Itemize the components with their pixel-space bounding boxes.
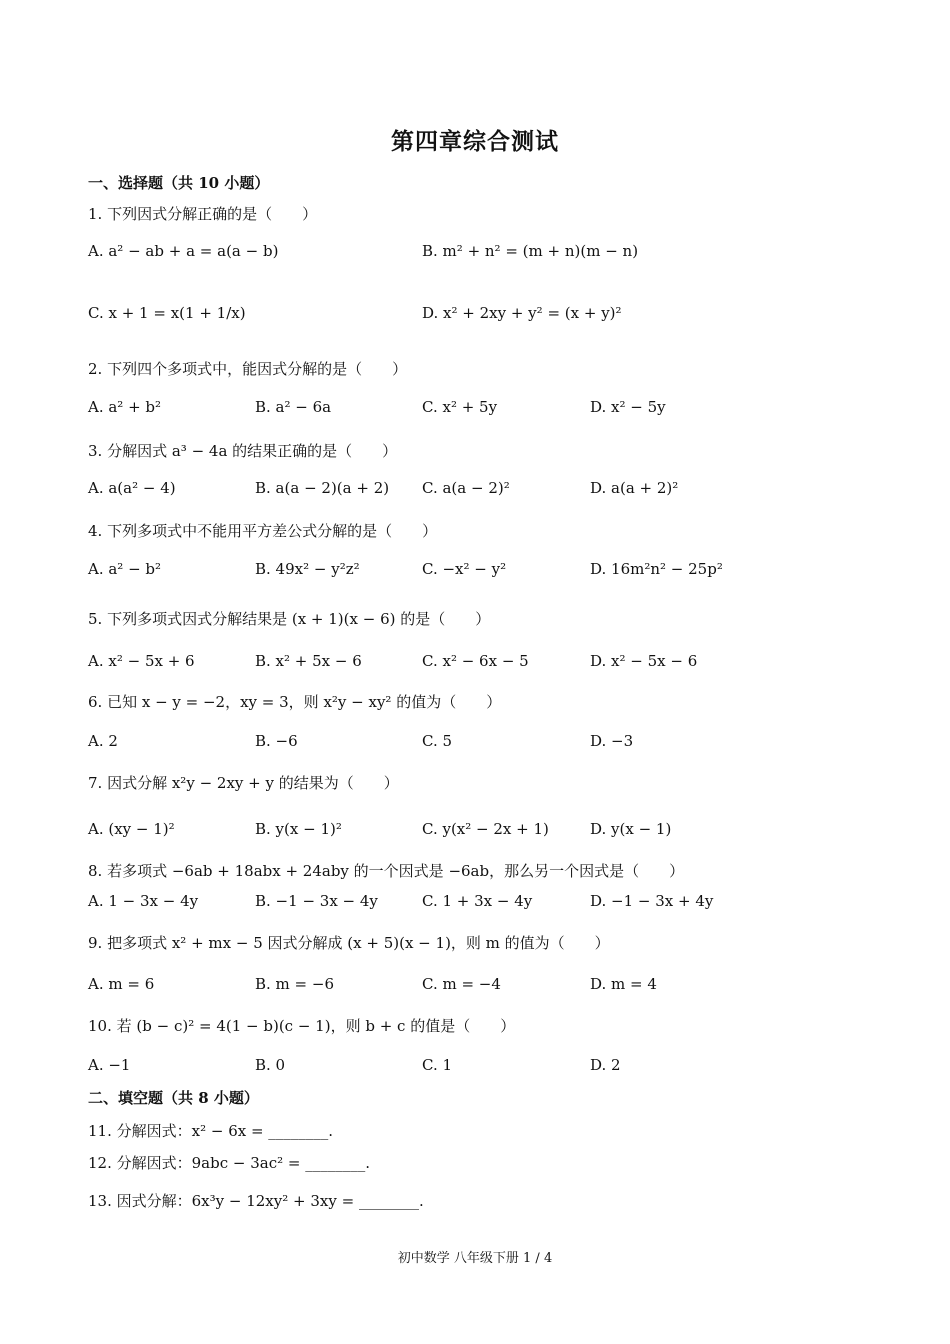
question-stem: 9. 把多项式 x² + mx − 5 因式分解成 (x + 5)(x − 1)，则 m 的值为（ ） [88, 934, 610, 952]
option-c: C. y(x² − 2x + 1) [422, 820, 549, 838]
page-footer: 初中数学 八年级下册 1 / 4 [397, 1251, 553, 1266]
option-b: B. m = −6 [255, 975, 334, 993]
option-c: C. x + 1 = x(1 + 1/x) [88, 304, 246, 322]
option-c: C. −x² − y² [422, 560, 507, 578]
option-c: C. a(a − 2)² [422, 479, 510, 497]
page-title: 第四章综合测试 [391, 128, 559, 155]
section-heading-fill: 二、填空题（共 8 小题） [88, 1089, 259, 1107]
option-d: D. a(a + 2)² [590, 479, 679, 497]
option-row [88, 398, 868, 426]
option-row [88, 242, 868, 270]
option-c: C. x² + 5y [422, 398, 498, 416]
question-stem: 10. 若 (b − c)² = 4(1 − b)(c − 1)，则 b + c 的值是（ ） [88, 1017, 516, 1035]
option-d: D. −1 − 3x + 4y [590, 892, 714, 910]
option-row [88, 892, 868, 920]
option-row [88, 1056, 868, 1084]
option-row [88, 560, 868, 588]
option-a: A. (xy − 1)² [88, 820, 175, 838]
question-stem: 1. 下列因式分解正确的是（ ） [88, 205, 318, 223]
option-d: D. y(x − 1) [590, 820, 672, 838]
option-row [88, 652, 868, 680]
option-a: A. −1 [88, 1056, 131, 1074]
question-stem: 2. 下列四个多项式中，能因式分解的是（ ） [88, 360, 408, 378]
question-stem: 7. 因式分解 x²y − 2xy + y 的结果为（ ） [88, 774, 399, 792]
option-d: D. −3 [590, 732, 634, 750]
option-b: B. x² + 5x − 6 [255, 652, 362, 670]
option-d: D. x² − 5y [590, 398, 666, 416]
option-d: D. 2 [590, 1056, 621, 1074]
option-c: C. 1 [422, 1056, 453, 1074]
option-row [88, 732, 868, 760]
fill-question: 13. 因式分解：6x³y − 12xy² + 3xy = ________. [88, 1192, 424, 1210]
option-c: C. m = −4 [422, 975, 501, 993]
option-b: B. 0 [255, 1056, 286, 1074]
option-c: C. x² − 6x − 5 [422, 652, 529, 670]
option-row [88, 304, 868, 332]
question-stem: 4. 下列多项式中不能用平方差公式分解的是（ ） [88, 522, 438, 540]
option-row [88, 479, 868, 507]
option-b: B. a² − 6a [255, 398, 332, 416]
question-stem: 6. 已知 x − y = −2，xy = 3，则 x²y − xy² 的值为（ ） [88, 693, 502, 711]
question-stem: 5. 下列多项式因式分解结果是 (x + 1)(x − 6) 的是（ ） [88, 610, 491, 628]
fill-question: 12. 分解因式：9abc − 3ac² = ________. [88, 1154, 370, 1172]
option-a: A. 2 [88, 732, 118, 750]
option-c: C. 1 + 3x − 4y [422, 892, 533, 910]
option-b: B. 49x² − y²z² [255, 560, 360, 578]
option-row [88, 975, 868, 1003]
option-d: D. 16m²n² − 25p² [590, 560, 723, 578]
option-c: C. 5 [422, 732, 453, 750]
option-a: A. 1 − 3x − 4y [88, 892, 199, 910]
option-d: D. m = 4 [590, 975, 657, 993]
option-a: A. m = 6 [88, 975, 155, 993]
option-d: D. x² − 5x − 6 [590, 652, 698, 670]
option-a: A. a² − b² [88, 560, 162, 578]
section-heading-choice: 一、选择题（共 10 小题） [88, 174, 270, 192]
option-a: A. a² + b² [88, 398, 162, 416]
option-row [88, 820, 868, 848]
fill-question: 11. 分解因式：x² − 6x = ________. [88, 1122, 334, 1140]
option-b: B. m² + n² = (m + n)(m − n) [422, 242, 639, 260]
option-b: B. y(x − 1)² [255, 820, 342, 838]
option-a: A. a(a² − 4) [88, 479, 176, 497]
option-a: A. x² − 5x + 6 [88, 652, 195, 670]
option-a: A. a² − ab + a = a(a − b) [88, 242, 279, 260]
question-stem: 8. 若多项式 −6ab + 18abx + 24aby 的一个因式是 −6ab，那么另一个因式是（ ） [88, 862, 685, 880]
question-stem: 3. 分解因式 a³ − 4a 的结果正确的是（ ） [88, 442, 398, 460]
option-b: B. a(a − 2)(a + 2) [255, 479, 390, 497]
option-b: B. −1 − 3x − 4y [255, 892, 378, 910]
option-b: B. −6 [255, 732, 298, 750]
option-d: D. x² + 2xy + y² = (x + y)² [422, 304, 622, 322]
